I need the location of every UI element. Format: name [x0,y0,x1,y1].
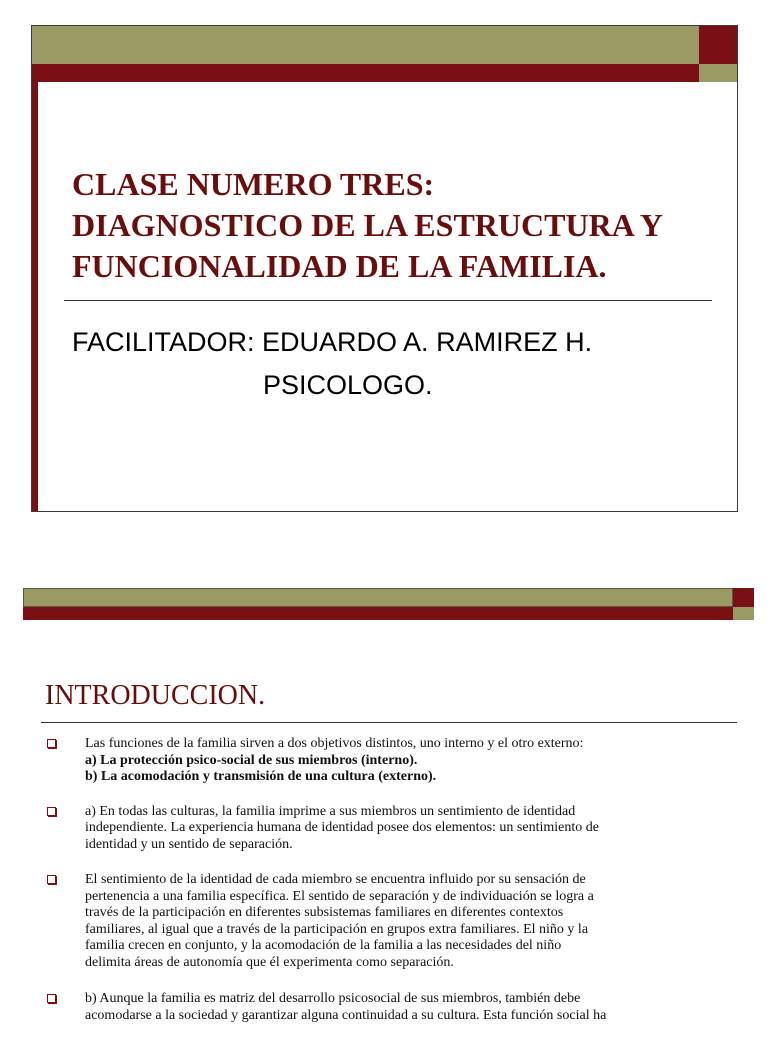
square-bullet-icon [47,739,56,748]
title-line: CLASE NUMERO TRES: [72,166,435,202]
heading-divider [41,722,737,723]
bullet-line: través de la participación en diferentes subsistemas familiares en diferentes contextos [85,905,564,920]
left-accent-stripe [32,82,38,511]
bullet-line: acomodarse a la sociedad y garantizar alguna continuidad a su cultura. Esta función social ha [85,1007,607,1023]
header-maroon-square [699,26,737,64]
list-item [44,872,750,971]
title-slide [31,25,738,512]
bullet-line: Las funciones de la familia sirven a dos objetivos distintos, uno interno y el otro externo: [85,736,584,751]
profession-text: PSICOLOGO. [263,370,433,400]
introduction-slide [23,588,754,1024]
bullet-line: pertenencia a una familia específica. El sentido de separación y de individuación se logra a [85,888,594,904]
bullet-line: independiente. La experiencia humana de identidad posee dos elementos: un sentimiento de [85,820,599,835]
title-line: FUNCIONALIDAD DE LA FAMILIA. [72,248,607,284]
bullet-line: El sentimiento de la identidad de cada miembro se encuentra influido por su sensación de [85,872,586,887]
list-item [44,736,750,786]
list-item [44,991,750,1024]
slide-title [72,164,722,287]
square-bullet-icon [47,875,56,884]
facilitator-text: FACILITADOR: EDUARDO A. RAMIREZ H. [72,327,593,357]
list-item [44,804,750,854]
header-olive-square [699,64,737,82]
bullet-line: familiares, al igual que a través de la participación en grupos extra familiares. El niño y la [85,921,589,937]
bullet-line: b) Aunque la familia es matriz del desarrollo psicosocial de sus miembros, también debe [85,991,581,1006]
bullet-line: identidad y un sentido de separación. [85,836,293,852]
bullet-line: familia crecen en conjunto, y la acomodación de la familia a las necesidades del niño [85,938,562,953]
bullet-line: a) En todas las culturas, la familia imprime a sus miembros un sentimiento de identidad [85,803,576,819]
title-divider [64,300,712,301]
square-bullet-icon [47,994,56,1003]
header-olive-bar [23,588,733,607]
header-olive-bar [32,26,699,64]
header-olive-square [733,607,754,620]
bullet-line: delimita áreas de autonomía que él experimenta como separación. [85,954,454,970]
header-maroon-bar [23,607,733,620]
square-bullet-icon [47,807,56,816]
section-heading: INTRODUCCION. [45,680,266,711]
title-line: DIAGNOSTICO DE LA ESTRUCTURA Y [72,207,663,243]
bullet-line: b) La acomodación y transmisión de una cultura (externo). [85,769,437,784]
bullet-list [44,736,750,1042]
bullet-line: a) La protección psico-social de sus miembros (interno). [85,752,418,768]
header-maroon-square [733,588,754,607]
header-maroon-bar [32,64,699,82]
